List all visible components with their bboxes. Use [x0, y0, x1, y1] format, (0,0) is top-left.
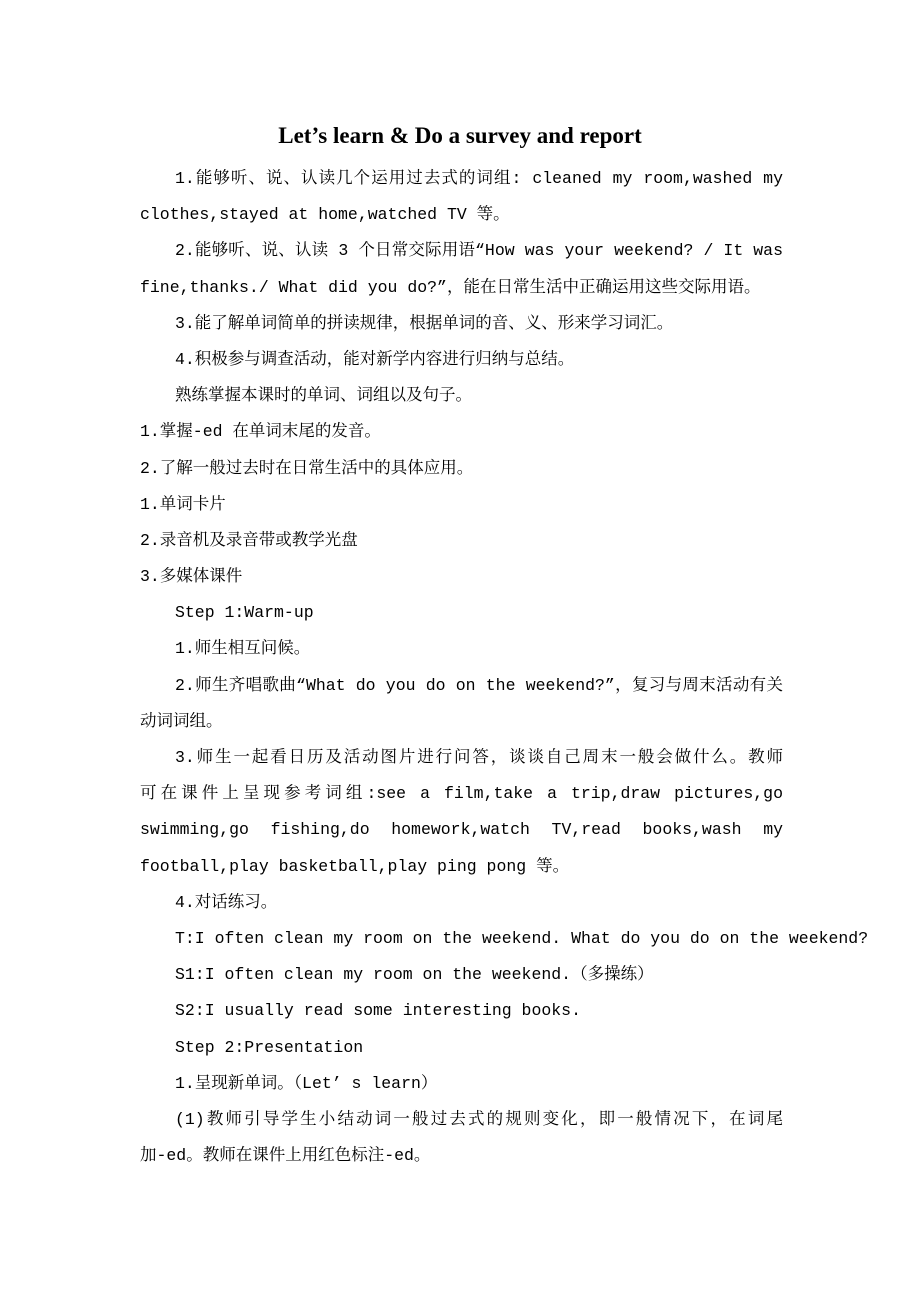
paragraph: [140, 1030, 783, 1066]
paragraph: [140, 957, 783, 993]
text-line: 可在课件上呈现参考词组:see a film,take a trip,draw pictures,go: [140, 784, 783, 804]
text-line: 4.积极参与调查活动，能对新学内容进行归纳与总结。: [175, 349, 575, 369]
paragraph: [140, 921, 869, 957]
document-title: Let’s learn & Do a survey and report: [278, 123, 642, 148]
paragraph: [140, 559, 783, 595]
paragraph: [140, 740, 783, 885]
text-line: fine,thanks./ What did you do?”，能在日常生活中正确运用这些交际用语。: [140, 277, 761, 297]
text-line: 2.师生齐唱歌曲“What do you do on the weekend?”，复习与周末活动有关: [175, 675, 783, 695]
text-line: Step 2:Presentation: [175, 1037, 364, 1057]
text-line: football,play basketball,play ping pong 等。: [140, 856, 570, 876]
paragraph: [140, 306, 783, 342]
text-line: 1.呈现新单词。（Let’ s learn）: [175, 1073, 438, 1093]
paragraph: [140, 233, 783, 305]
paragraph: [140, 631, 783, 667]
text-line: 动词词组。: [140, 711, 223, 731]
paragraph: [140, 523, 783, 559]
document-body: [140, 161, 869, 1174]
text-line: 加-ed。教师在课件上用红色标注-ed。: [140, 1146, 431, 1166]
paragraph: [140, 161, 783, 233]
text-line: 3.多媒体课件: [140, 567, 243, 587]
paragraph: [140, 378, 783, 414]
text-line: 2.录音机及录音带或教学光盘: [140, 530, 358, 550]
text-line: Step 1:Warm-up: [175, 603, 314, 623]
text-line: swimming,go fishing,do homework,watch TV,read books,wash my: [140, 820, 783, 840]
paragraph: [140, 487, 783, 523]
paragraph: [140, 595, 783, 631]
text-line: 3.师生一起看日历及活动图片进行问答，谈谈自己周末一般会做什么。教师: [175, 748, 783, 767]
text-line: T:I often clean my room on the weekend. What do you do on the weekend?: [175, 928, 869, 948]
text-line: 熟练掌握本课时的单词、词组以及句子。: [175, 386, 472, 406]
text-line: 1.能够听、说、认读几个运用过去式的词组: cleaned my room,washed my: [175, 169, 783, 188]
text-line: 4.对话练习。: [175, 892, 278, 912]
paragraph: [140, 668, 783, 740]
paragraph: [140, 885, 783, 921]
text-line: 1.师生相互问候。: [175, 639, 311, 659]
paragraph: [140, 342, 783, 378]
text-line: 1.掌握-ed 在单词末尾的发音。: [140, 422, 381, 442]
paragraph: [140, 1066, 783, 1102]
text-line: 2.能够听、说、认读 3 个日常交际用语“How was your weekend? / It was: [175, 241, 783, 261]
paragraph: [140, 451, 783, 487]
paragraph: [140, 993, 783, 1029]
text-line: S2:I usually read some interesting books.: [175, 1001, 581, 1021]
text-line: S1:I often clean my room on the weekend.（多操练）: [175, 965, 654, 985]
paragraph: [140, 414, 783, 450]
text-line: (1)教师引导学生小结动词一般过去式的规则变化，即一般情况下，在词尾: [175, 1109, 783, 1129]
text-line: 3.能了解单词简单的拼读规律，根据单词的音、义、形来学习词汇。: [175, 313, 674, 333]
text-line: 1.单词卡片: [140, 494, 226, 514]
text-line: 2.了解一般过去时在日常生活中的具体应用。: [140, 458, 474, 478]
paragraph: [140, 1102, 783, 1174]
text-line: clothes,stayed at home,watched TV 等。: [140, 205, 510, 225]
